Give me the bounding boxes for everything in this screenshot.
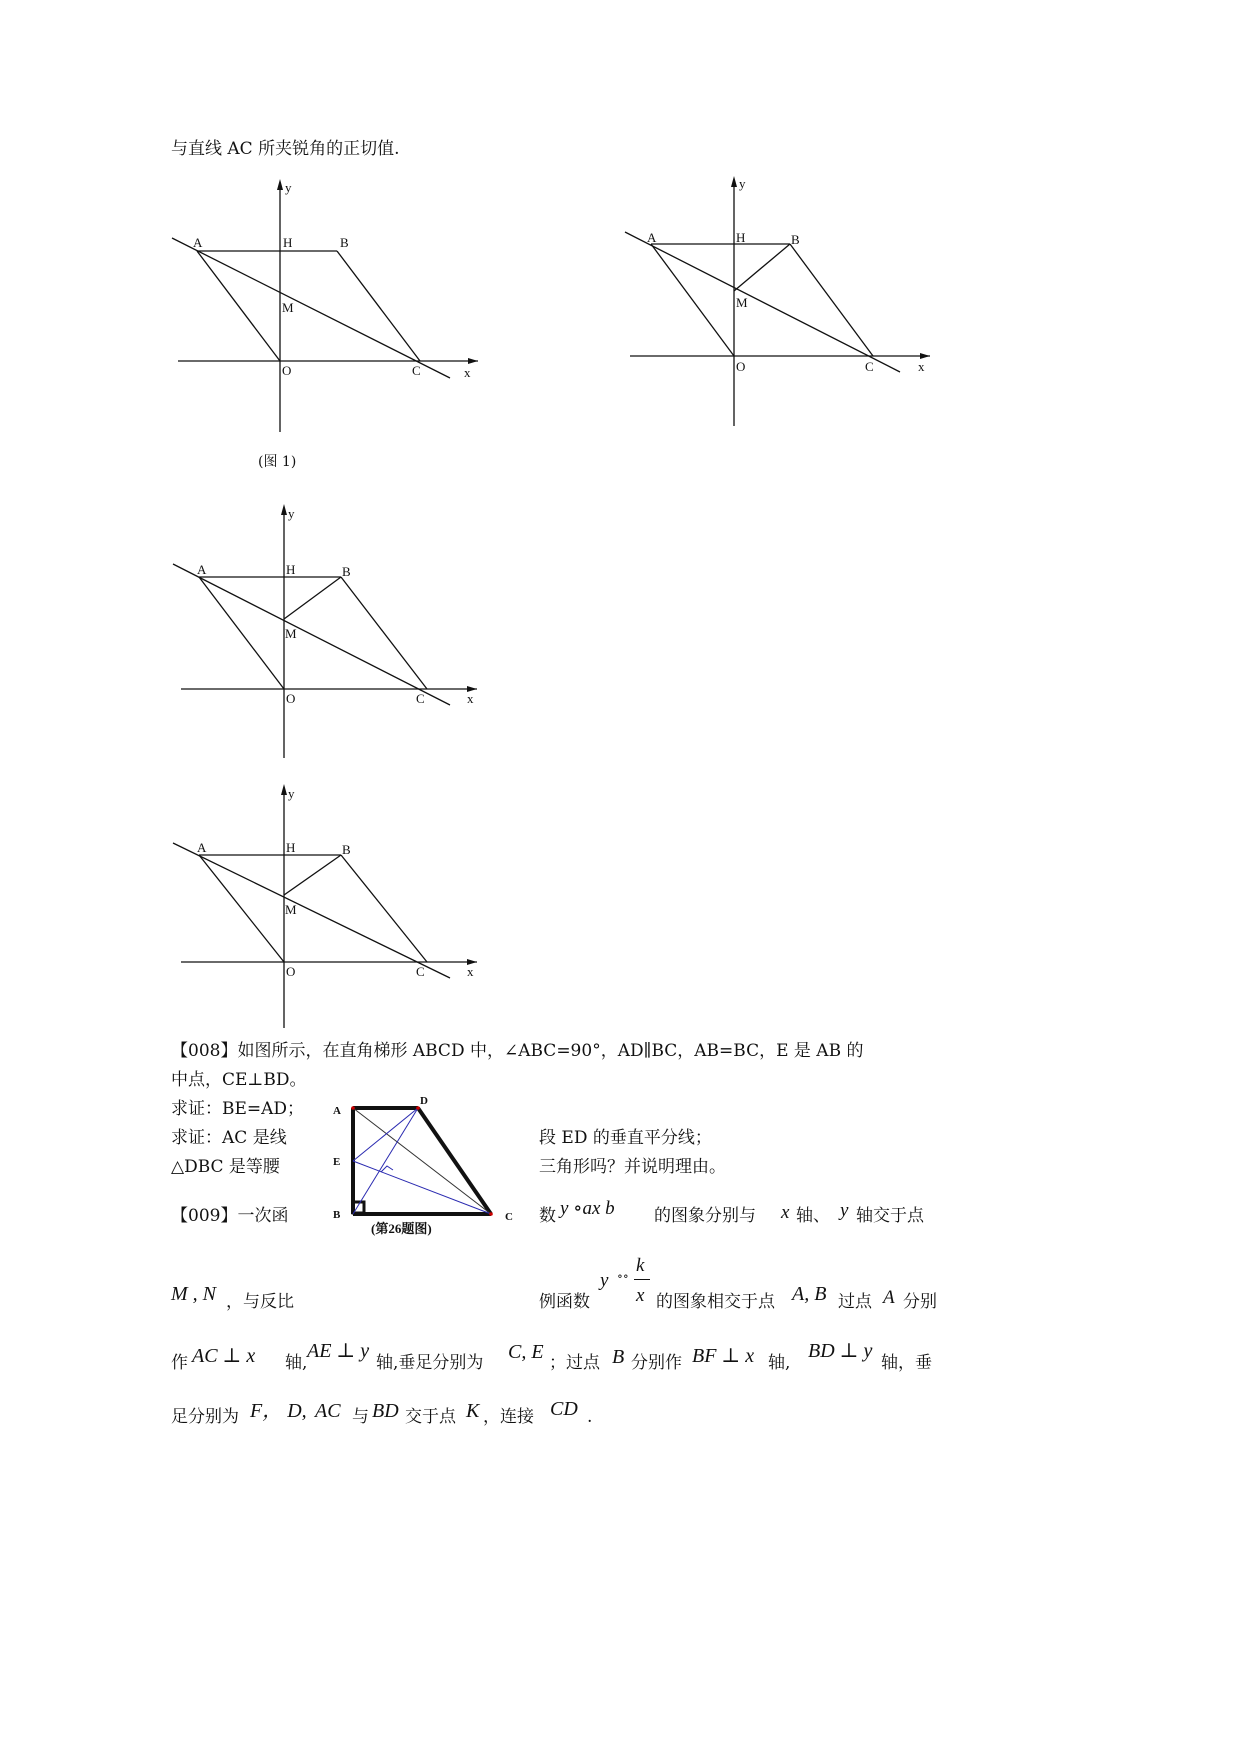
- label-x: x: [467, 964, 474, 979]
- p009-bd-perp: BD ⊥ y: [808, 1340, 873, 1362]
- p009-ae-perp: AE ⊥ y: [307, 1340, 370, 1362]
- label-C: C: [416, 964, 425, 979]
- p008-line2: 中点，CE⊥BD。: [171, 1070, 307, 1090]
- p009-y-var: y: [840, 1200, 849, 1221]
- label-H: H: [283, 235, 293, 250]
- label-M: M: [736, 295, 748, 310]
- p009-axis-word: 轴、: [796, 1206, 830, 1226]
- p009-x-var: x: [781, 1202, 790, 1223]
- p009-zhou2: 轴,垂足分别为: [376, 1353, 484, 1373]
- p009-eq1: y ∘ax b: [560, 1198, 615, 1219]
- p008-line1: 【008】如图所示，在直角梯形 ABCD 中，∠ABC=90°，AD∥BC，AB=BC，E 是 AB 的: [171, 1041, 864, 1061]
- p009-l3-zuo: 作: [171, 1353, 188, 1373]
- fraction-bar: [634, 1279, 650, 1280]
- p009-zhou3: 轴,: [768, 1353, 791, 1373]
- trap-label-E: E: [333, 1156, 341, 1168]
- p009-fenbie-zuo: 分别作: [631, 1353, 682, 1373]
- label-B: B: [342, 842, 351, 857]
- p009-bd: BD: [372, 1400, 399, 1422]
- p008-q2-right: 段 ED 的垂直平分线；: [539, 1128, 712, 1148]
- label-H: H: [736, 230, 746, 245]
- coordinate-graph-2: [615, 170, 945, 435]
- p009-inv-k: k: [636, 1255, 645, 1276]
- p009-semi: ；过点: [549, 1353, 600, 1373]
- label-O: O: [736, 359, 746, 374]
- p009-mn: M , N: [171, 1283, 216, 1305]
- label-H: H: [286, 840, 296, 855]
- p008-q1: 求证：BE=AD；: [171, 1099, 305, 1119]
- p009-zhou4: 轴，垂: [881, 1353, 932, 1373]
- p009-ac-perp: AC ⊥ x: [192, 1345, 256, 1367]
- coordinate-graph-3: [165, 500, 490, 765]
- label-A: A: [197, 562, 207, 577]
- label-C: C: [416, 691, 425, 706]
- label-O: O: [286, 964, 296, 979]
- figure1-caption: (图 1): [258, 454, 297, 470]
- p009-ac: AC: [315, 1400, 341, 1422]
- p009-inv-y: y: [600, 1270, 609, 1291]
- p009-l4-pre: 足分别为: [171, 1407, 239, 1427]
- trap-label-A: A: [333, 1105, 341, 1117]
- trap-label-D: D: [420, 1095, 428, 1107]
- trap-label-B: B: [333, 1209, 341, 1221]
- p009-lead: 【009】一次函: [171, 1206, 289, 1226]
- label-C: C: [412, 363, 421, 378]
- p009-inv-post: 的图象相交于点: [656, 1292, 775, 1312]
- label-A: A: [647, 230, 657, 245]
- p009-fenbie: 分别: [903, 1292, 937, 1312]
- p009-b-var: B: [612, 1346, 625, 1368]
- p008-q2-left: 求证：AC 是线: [171, 1128, 287, 1148]
- p009-axis-meet: 轴交于点: [856, 1206, 924, 1226]
- label-M: M: [285, 902, 297, 917]
- p009-lianjie: ，连接: [483, 1407, 534, 1427]
- coordinate-graph-4: [165, 780, 490, 1035]
- trap-caption: (第26题图): [371, 1221, 432, 1236]
- p009-inv-pre: 例函数: [539, 1292, 590, 1312]
- p009-ce: C, E: [508, 1341, 544, 1363]
- label-A: A: [193, 235, 203, 250]
- p009-guo: 过点: [838, 1292, 872, 1312]
- p009-line1-post: 的图象分别与: [654, 1206, 756, 1226]
- p009-inv-x: x: [636, 1285, 645, 1306]
- p009-bf-perp: BF ⊥ x: [692, 1345, 755, 1367]
- p009-ab: A, B: [792, 1283, 827, 1305]
- p009-mn-post: ，与反比: [226, 1292, 294, 1312]
- label-A: A: [197, 840, 207, 855]
- label-y: y: [739, 176, 746, 191]
- p008-q3-left: △DBC 是等腰: [171, 1157, 280, 1177]
- p009-yu: 与: [352, 1407, 369, 1427]
- intro-text: 与直线 AC 所夹锐角的正切值.: [171, 139, 400, 159]
- p009-inv-symbol: ∘∘: [617, 1269, 629, 1283]
- p009-a-var: A: [883, 1287, 895, 1308]
- label-y: y: [288, 506, 295, 521]
- label-M: M: [285, 626, 297, 641]
- p009-zhou1: 轴,: [285, 1353, 308, 1373]
- p009-jiao: 交于点: [405, 1407, 456, 1427]
- label-O: O: [282, 363, 292, 378]
- p008-q3-right: 三角形吗？并说明理由。: [539, 1157, 726, 1177]
- label-C: C: [865, 359, 874, 374]
- trapezoid-figure: [325, 1090, 525, 1240]
- coordinate-graph-1: [160, 170, 490, 440]
- label-B: B: [342, 564, 351, 579]
- label-x: x: [467, 691, 474, 706]
- label-y: y: [288, 786, 295, 801]
- p009-k-var: K: [466, 1400, 480, 1422]
- label-H: H: [286, 562, 296, 577]
- p009-line1-pre: 数: [539, 1206, 556, 1226]
- label-y: y: [285, 180, 292, 195]
- p009-end: .: [587, 1407, 593, 1427]
- p009-fd: F， D,: [250, 1400, 307, 1422]
- label-x: x: [464, 365, 471, 380]
- trap-label-C: C: [505, 1211, 513, 1223]
- p009-cd: CD: [550, 1398, 578, 1420]
- label-x: x: [918, 359, 925, 374]
- label-B: B: [791, 232, 800, 247]
- label-O: O: [286, 691, 296, 706]
- label-B: B: [340, 235, 349, 250]
- label-M: M: [282, 300, 294, 315]
